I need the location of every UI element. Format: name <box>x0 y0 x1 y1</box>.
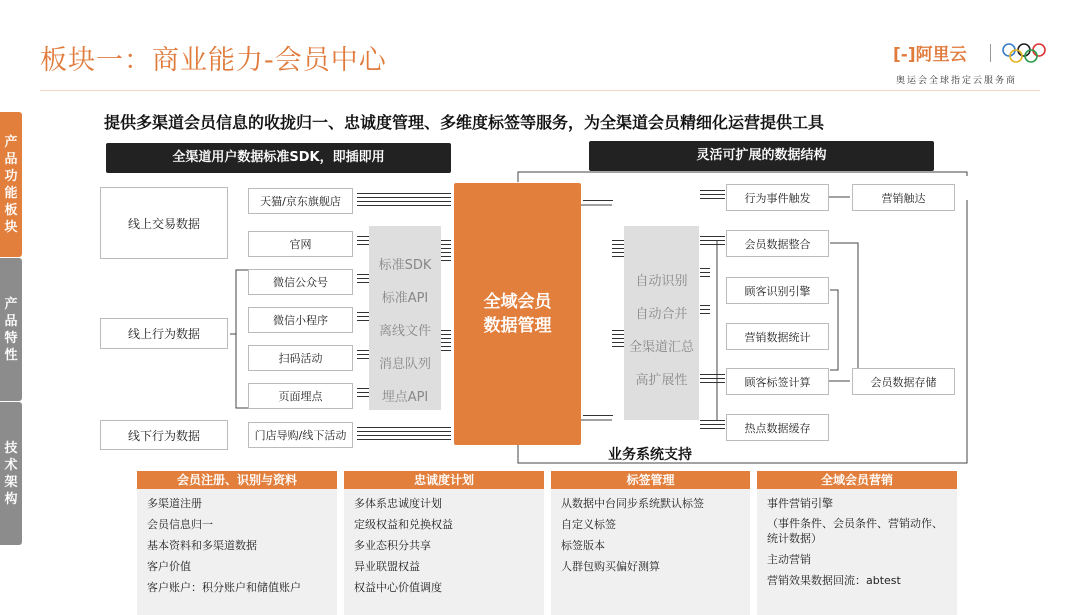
lane-arrows-6 <box>357 388 369 400</box>
lane-arrows-1 <box>357 193 451 209</box>
sdk-item: 埋点API <box>381 390 429 405</box>
panel-marketing <box>757 471 957 615</box>
panel-item: 客户账户：积分账户和储值账户 <box>147 581 301 594</box>
lane-core-out-1 <box>583 200 613 204</box>
output-member-integration: 会员数据整合 <box>726 230 829 257</box>
lane-out-2 <box>700 236 725 248</box>
channel-wechat-official: 微信公众号 <box>248 269 353 295</box>
lane-out-1 <box>700 190 725 202</box>
business-support-label: 业务系统支持 <box>608 447 692 463</box>
data-structure-banner: 灵活可扩展的数据结构 <box>589 141 934 171</box>
panel-tag-management <box>551 471 750 615</box>
sdk-column <box>369 226 441 410</box>
panel-item: 多体系忠诚度计划 <box>354 497 442 510</box>
lane-process-in-2 <box>612 330 624 350</box>
channel-page-tracking: 页面埋点 <box>248 383 353 409</box>
source-online-behavior: 线上行为数据 <box>100 318 228 349</box>
lane-arrows-4 <box>357 312 369 324</box>
output-marketing-stats: 营销数据统计 <box>726 323 829 350</box>
panel-item: 标签版本 <box>561 539 605 552</box>
panel-item: 人群包购买偏好测算 <box>561 560 660 573</box>
channel-tmall-jd: 天猫/京东旗舰店 <box>248 188 353 214</box>
sdk-item: 标准API <box>381 291 429 306</box>
lane-arrows-7 <box>357 427 451 443</box>
core-member-data-management: 全域会员 数据管理 <box>454 183 581 445</box>
lane-out-6 <box>700 420 725 432</box>
lane-arrows-3 <box>357 274 369 286</box>
panel-item: 定级权益和兑换权益 <box>354 518 453 531</box>
panel-title: 忠诚度计划 <box>344 471 544 489</box>
output-marketing-reach: 营销触达 <box>852 184 955 211</box>
source-online-trade: 线上交易数据 <box>100 187 228 259</box>
lane-arrows-5 <box>357 350 369 362</box>
sdk-item: 标准SDK <box>378 258 432 273</box>
panel-item: （事件条件、会员条件、营销动作、统计数据） <box>767 517 943 545</box>
process-item: 全渠道汇总 <box>628 340 694 355</box>
panel-member-registration <box>137 471 337 615</box>
process-item: 自动识别 <box>635 274 688 289</box>
panel-item: 会员信息归一 <box>147 518 213 531</box>
panel-item: 异业联盟权益 <box>354 560 420 573</box>
channel-wechat-mini: 微信小程序 <box>248 307 353 333</box>
panel-loyalty <box>344 471 544 615</box>
panel-title: 标签管理 <box>551 471 750 489</box>
lane-out-5 <box>700 374 725 386</box>
panel-item: 多渠道注册 <box>147 497 202 510</box>
process-column <box>624 226 699 420</box>
aliyun-logo: [-]阿里云 <box>893 45 967 65</box>
lane-out-4 <box>700 305 710 317</box>
brand-subtitle: 奥运会全球指定云服务商 <box>896 76 1018 86</box>
channel-scan: 扫码活动 <box>248 345 353 371</box>
output-customer-tag-calc: 顾客标签计算 <box>726 368 829 395</box>
sdk-item: 离线文件 <box>378 324 431 339</box>
panel-item: 客户价值 <box>147 560 191 573</box>
lane-arrows-9 <box>441 330 451 354</box>
panel-item: 营销效果数据回流：abtest <box>767 574 901 587</box>
lane-arrows-2 <box>357 236 369 248</box>
output-member-storage: 会员数据存储 <box>852 368 955 395</box>
process-item: 高扩展性 <box>635 373 688 388</box>
lane-core-out-2 <box>583 415 613 419</box>
panel-item: 基本资料和多渠道数据 <box>147 539 257 552</box>
lane-process-in-1 <box>612 240 624 260</box>
channel-website: 官网 <box>248 231 353 257</box>
source-offline-behavior: 线下行为数据 <box>100 420 228 450</box>
lane-out-3 <box>700 268 710 280</box>
sdk-banner: 全渠道用户数据标准SDK，即插即用 <box>106 143 451 173</box>
output-customer-id-engine: 顾客识别引擎 <box>726 277 829 304</box>
panel-title: 会员注册、识别与资料 <box>137 471 337 489</box>
section-subtitle: 提供多渠道会员信息的收拢归一、忠诚度管理、多维度标签等服务，为全渠道会员精细化运营提供工具 <box>104 113 825 132</box>
panel-item: 从数据中台同步系统默认标签 <box>561 497 704 510</box>
panel-item: 自定义标签 <box>561 518 616 531</box>
process-item: 自动合并 <box>635 307 688 322</box>
lane-arrows-8 <box>441 240 451 264</box>
output-hot-cache: 热点数据缓存 <box>726 414 829 441</box>
page-title: 板块一：商业能力-会员中心 <box>40 45 387 76</box>
side-tab-characteristics[interactable]: 产品特性 <box>0 258 22 401</box>
panel-item: 权益中心价值调度 <box>354 581 442 594</box>
sdk-item: 消息队列 <box>378 357 431 372</box>
panel-item: 主动营销 <box>767 553 811 566</box>
output-event-trigger: 行为事件触发 <box>726 184 829 211</box>
side-tab-features[interactable]: 产品功能板块 <box>0 112 22 257</box>
panel-item: 多业态积分共享 <box>354 539 431 552</box>
side-tab-architecture[interactable]: 技术架构 <box>0 402 22 545</box>
panel-title: 全域会员营销 <box>757 471 957 489</box>
channel-offline-store: 门店导购/线下活动 <box>248 422 353 448</box>
panel-item: 事件营销引擎 <box>767 497 833 510</box>
